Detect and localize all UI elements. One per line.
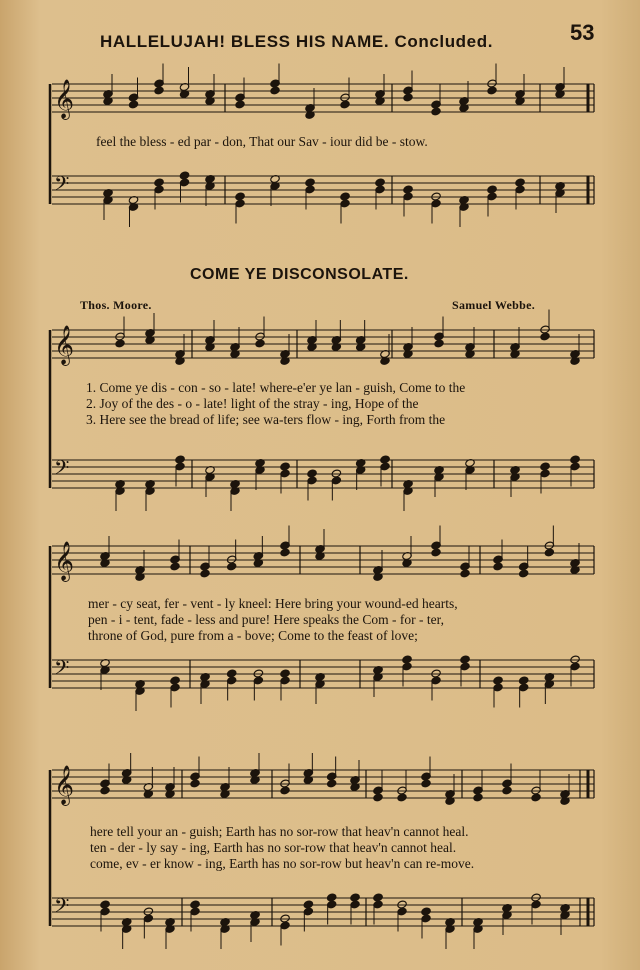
note-head xyxy=(431,107,441,116)
note-head xyxy=(303,900,313,909)
hymn-title: COME YE DISCONSOLATE. xyxy=(190,266,409,283)
note-head xyxy=(200,569,210,578)
treble-clef-icon: 𝄞 xyxy=(54,765,75,805)
note-head xyxy=(380,455,390,464)
note-head xyxy=(270,86,280,95)
treble-clef-icon: 𝄞 xyxy=(54,325,75,365)
lyrics-verse-1: 1. Come ye dis - con - so - late! where-e'er ye lan - guish, Come to the xyxy=(86,380,466,395)
note-head xyxy=(375,178,385,187)
note-head xyxy=(175,455,185,464)
lyrics-verse-1: mer - cy seat, fer - vent - ly kneel: Here bring your wound-ed hearts, xyxy=(88,596,458,611)
note-head xyxy=(434,339,444,348)
note-head xyxy=(421,907,431,916)
note-head xyxy=(518,676,528,685)
lyrics-verse-2: ten - der - ly say - ing, Earth has no sor-row that heav'n cannot heal. xyxy=(90,840,457,855)
note-head xyxy=(115,339,125,348)
note-head xyxy=(493,676,503,685)
note-head xyxy=(128,100,138,109)
note-head xyxy=(431,548,441,557)
note-head xyxy=(235,192,245,201)
note-head xyxy=(190,900,200,909)
note-head xyxy=(100,900,110,909)
treble-clef-icon: 𝄞 xyxy=(54,541,75,581)
lyrics-verse-2: pen - i - tent, fade - less and pure! Here speaks the Com - for - ter, xyxy=(88,612,444,627)
note-head xyxy=(421,779,431,788)
note-head xyxy=(540,332,550,341)
note-head xyxy=(280,548,290,557)
note-head xyxy=(340,100,350,109)
note-head xyxy=(373,793,383,802)
note-head xyxy=(235,100,245,109)
note-head xyxy=(179,171,189,180)
note-head xyxy=(493,562,503,571)
lyrics-verse-3: 3. Here see the bread of life; see wa-ters flow - ing, Forth from the xyxy=(86,412,446,427)
note-head xyxy=(226,562,236,571)
bass-clef-icon: 𝄢 xyxy=(54,656,70,684)
note-head xyxy=(154,86,164,95)
music-composer: Samuel Webbe. xyxy=(452,298,536,312)
treble-clef-icon: 𝄞 xyxy=(54,79,75,119)
note-head xyxy=(190,779,200,788)
note-head xyxy=(307,469,317,478)
note-head xyxy=(460,569,470,578)
note-head xyxy=(170,562,180,571)
note-head xyxy=(544,548,554,557)
note-head xyxy=(305,178,315,187)
page-number: 53 xyxy=(570,20,595,45)
note-head xyxy=(518,569,528,578)
note-head xyxy=(255,339,265,348)
bass-clef-icon: 𝄢 xyxy=(54,894,70,922)
note-head xyxy=(402,655,412,664)
note-head xyxy=(570,455,580,464)
note-head xyxy=(531,793,541,802)
note-head xyxy=(350,893,360,902)
words-author: Thos. Moore. xyxy=(80,298,152,312)
note-head xyxy=(326,779,336,788)
note-head xyxy=(515,178,525,187)
note-head xyxy=(502,786,512,795)
note-head xyxy=(154,178,164,187)
note-head xyxy=(403,185,413,194)
lyrics-verse-1: here tell your an - guish; Earth has no sor-row that heav'n cannot heal. xyxy=(90,824,469,839)
running-title: HALLELUJAH! BLESS HIS NAME. Concluded. xyxy=(100,32,494,51)
note-head xyxy=(326,893,336,902)
note-head xyxy=(280,786,290,795)
lyrics-verse-3: throne of God, pure from a - bove; Come to the feast of love; xyxy=(88,628,418,643)
lyrics-line: feel the bless - ed par - don, That our Sav - iour did be - stow. xyxy=(96,134,428,149)
note-head xyxy=(340,192,350,201)
note-head xyxy=(487,185,497,194)
note-head xyxy=(100,786,110,795)
bass-clef-icon: 𝄢 xyxy=(54,172,70,200)
note-head xyxy=(403,93,413,102)
note-head xyxy=(460,655,470,664)
note-head xyxy=(487,86,497,95)
note-head xyxy=(397,793,407,802)
note-head xyxy=(280,669,290,678)
note-head xyxy=(226,669,236,678)
note-head xyxy=(170,676,180,685)
note-head xyxy=(373,893,383,902)
lyrics-verse-3: come, ev - er know - ing, Earth has no sor-row but heav'n can re-move. xyxy=(90,856,475,871)
bass-clef-icon: 𝄢 xyxy=(54,456,70,484)
note-head xyxy=(280,462,290,471)
note-head xyxy=(540,462,550,471)
note-head xyxy=(473,793,483,802)
lyrics-verse-2: 2. Joy of the des - o - late! light of the stray - ing, Hope of the xyxy=(86,396,419,411)
